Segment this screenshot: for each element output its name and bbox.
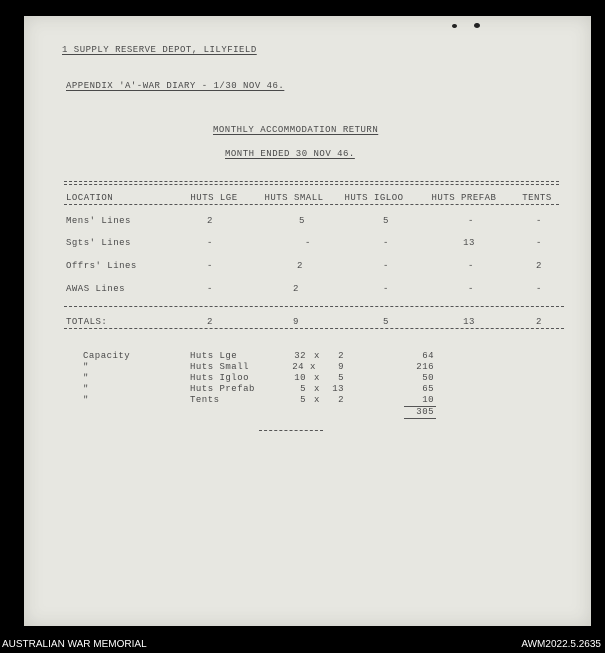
header-underline: [64, 204, 559, 205]
capacity-b: 2: [338, 395, 344, 405]
capacity-x: x: [314, 373, 320, 383]
capacity-b: 5: [338, 373, 344, 383]
cell: 5: [383, 216, 389, 226]
capacity-b: 13: [332, 384, 344, 394]
document-page: [24, 16, 591, 626]
page-title: MONTHLY ACCOMMODATION RETURN: [213, 125, 379, 135]
cell: -: [468, 216, 474, 226]
capacity-b: 9: [338, 362, 344, 372]
cell: -: [536, 216, 542, 226]
cell: 9: [293, 317, 299, 327]
capacity-total-underline: [404, 418, 436, 419]
capacity-item: Huts Prefab: [190, 384, 255, 394]
capacity-label: Capacity: [83, 351, 131, 361]
capacity-a: 24: [292, 362, 304, 372]
cell: -: [207, 284, 213, 294]
cell: -: [536, 238, 542, 248]
capacity-x: x: [314, 395, 320, 405]
capacity-item: Huts Igloo: [190, 373, 250, 383]
capacity-a: 32: [294, 351, 306, 361]
col-huts-small: HUTS SMALL: [264, 193, 324, 203]
totals-top-rule: [64, 306, 564, 307]
row-location: Mens' Lines: [66, 216, 131, 226]
cell: 2: [536, 317, 542, 327]
capacity-result: 50: [422, 373, 434, 383]
cell: -: [207, 261, 213, 271]
footer-right: AWM2022.5.2635: [521, 639, 601, 650]
capacity-label: ": [83, 384, 89, 394]
totals-label: TOTALS:: [66, 317, 108, 327]
cell: 13: [463, 238, 475, 248]
header-line: 1 SUPPLY RESERVE DEPOT, LILYFIELD: [62, 45, 257, 55]
capacity-a: 5: [300, 395, 306, 405]
capacity-b: 2: [338, 351, 344, 361]
capacity-total: 305: [416, 407, 434, 417]
capacity-x: x: [314, 384, 320, 394]
cell: -: [207, 238, 213, 248]
row-location: AWAS Lines: [66, 284, 126, 294]
closing-rule: [259, 430, 323, 431]
capacity-a: 5: [300, 384, 306, 394]
cell: 5: [383, 317, 389, 327]
cell: -: [536, 284, 542, 294]
cell: 2: [536, 261, 542, 271]
appendix-line: APPENDIX 'A'-WAR DIARY - 1/30 NOV 46.: [66, 81, 285, 91]
cell: -: [305, 238, 311, 248]
row-location: Sgts' Lines: [66, 238, 131, 248]
cell: -: [383, 261, 389, 271]
col-huts-lge: HUTS LGE: [190, 193, 238, 203]
ink-speck: [452, 24, 457, 28]
ink-speck: [474, 23, 480, 28]
capacity-item: Huts Small: [190, 362, 250, 372]
col-huts-prefab: HUTS PREFAB: [431, 193, 497, 203]
col-tents: TENTS: [522, 193, 552, 203]
cell: -: [383, 238, 389, 248]
col-location: LOCATION: [66, 193, 114, 203]
cell: -: [468, 284, 474, 294]
capacity-label: ": [83, 395, 89, 405]
cell: 2: [293, 284, 299, 294]
capacity-result: 64: [422, 351, 434, 361]
page-subtitle: MONTH ENDED 30 NOV 46.: [225, 149, 355, 159]
capacity-result: 10: [422, 395, 434, 405]
table-top-rule: [64, 181, 559, 185]
capacity-a: 10: [294, 373, 306, 383]
totals-bottom-rule: [64, 328, 564, 329]
capacity-label: ": [83, 362, 89, 372]
capacity-label: ": [83, 373, 89, 383]
cell: -: [468, 261, 474, 271]
cell: -: [383, 284, 389, 294]
cell: 2: [297, 261, 303, 271]
capacity-item: Huts Lge: [190, 351, 238, 361]
cell: 5: [299, 216, 305, 226]
capacity-result: 216: [416, 362, 434, 372]
cell: 2: [207, 317, 213, 327]
capacity-item: Tents: [190, 395, 220, 405]
footer-left: AUSTRALIAN WAR MEMORIAL: [2, 639, 147, 650]
col-huts-igloo: HUTS IGLOO: [344, 193, 404, 203]
capacity-x: x: [314, 351, 320, 361]
cell: 2: [207, 216, 213, 226]
capacity-x: x: [310, 362, 316, 372]
capacity-result: 65: [422, 384, 434, 394]
cell: 13: [463, 317, 475, 327]
row-location: Offrs' Lines: [66, 261, 137, 271]
